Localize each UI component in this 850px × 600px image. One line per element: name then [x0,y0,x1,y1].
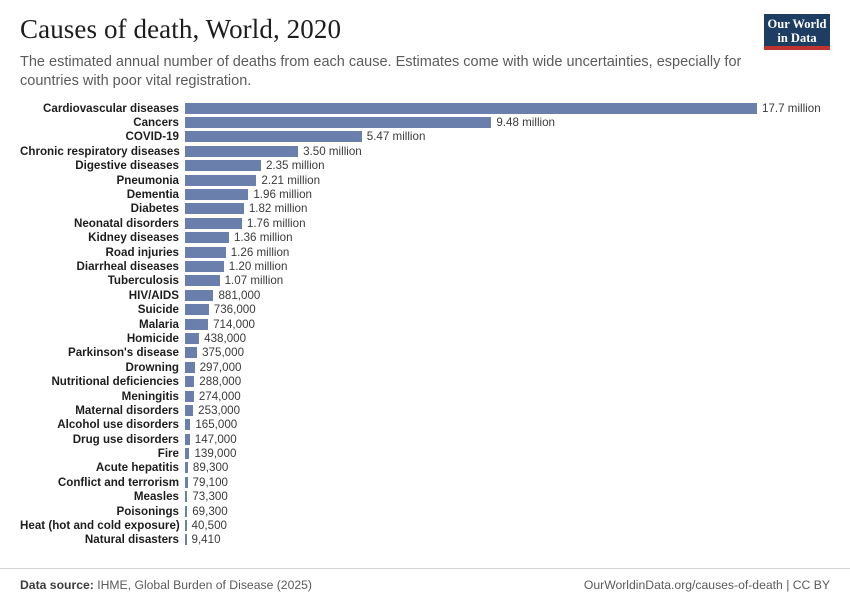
chart-row[interactable] [20,231,830,245]
bar-value-label: 881,000 [218,288,261,302]
bar-area [185,461,830,475]
bar-value-label: 79,100 [192,475,229,489]
bar-value-label: 165,000 [195,418,238,432]
bar-value-label: 5.47 million [366,130,426,144]
chart-row[interactable] [20,173,830,187]
bar [185,131,362,142]
bar [185,376,194,387]
bar-area [185,130,830,144]
logo-line-2: in Data [777,31,817,45]
bar-value-label: 9,410 [191,533,221,547]
bar-area [185,475,830,489]
bar-area [185,231,830,245]
bar [185,117,491,128]
bar-value-label: 1.82 million [248,202,308,216]
bar-area [185,432,830,446]
chart-row[interactable] [20,504,830,518]
chart-row[interactable] [20,101,830,115]
chart-row[interactable] [20,259,830,273]
bar-category-label: Acute hepatitis [95,461,179,475]
bar [185,203,244,214]
attribution: OurWorldinData.org/causes-of-death | CC BY [583,577,830,592]
bar [185,218,242,229]
bar-category-label: Malaria [139,317,179,331]
chart-row[interactable] [20,389,830,403]
bar-area [185,144,830,158]
data-source-label: Data source: [20,577,94,592]
bar-area [185,288,830,302]
bar-category-label: Diabetes [130,202,179,216]
bar [185,448,189,459]
bar [185,405,193,416]
chart-row[interactable] [20,202,830,216]
bar-area [185,187,830,201]
bar [185,247,226,258]
bar-category-label: Fire [157,447,179,461]
bar-category-label: Measles [133,490,179,504]
chart-row[interactable] [20,130,830,144]
bar-value-label: 274,000 [198,389,241,403]
chart-row[interactable] [20,418,830,432]
chart-row[interactable] [20,374,830,388]
bar [185,477,188,488]
bar [185,175,256,186]
bar-category-label: Drug use disorders [72,432,179,446]
page-title: Causes of death, World, 2020 [20,14,342,44]
bar-category-label: Conflict and terrorism [57,475,179,489]
bar-value-label: 1.20 million [228,259,288,273]
bar [185,304,209,315]
bar [185,462,188,473]
bar [185,333,199,344]
bar-category-label: Tuberculosis [107,274,179,288]
chart-row[interactable] [20,490,830,504]
bar-area [185,302,830,316]
bar-area [185,490,830,504]
bar-category-label: Kidney diseases [88,231,179,245]
data-source-text: IHME, Global Burden of Disease (2025) [97,577,312,592]
bar-value-label: 3.50 million [303,144,362,158]
bar-category-label: Poisonings [116,504,179,518]
chart-row[interactable] [20,302,830,316]
bar-value-label: 17.7 million [762,101,821,115]
bar-value-label: 40,500 [191,519,227,533]
bar-area [185,245,830,259]
bar-value-label: 438,000 [204,331,247,345]
bar-value-label: 69,300 [192,504,228,518]
bar-area [185,216,830,230]
bar-category-label: Pneumonia [116,173,179,187]
bar-value-label: 2.21 million [261,173,321,187]
bar-area [185,202,830,216]
bar-category-label: Chronic respiratory diseases [20,144,180,158]
bar-area [185,101,830,115]
bar-category-label: Nutritional deficiencies [51,375,179,389]
chart-row[interactable] [20,144,830,158]
bar-area [185,173,830,187]
bar-area [185,389,830,403]
bar-value-label: 73,300 [192,490,228,504]
chart-row[interactable] [20,346,830,360]
bar [185,347,197,358]
chart-row[interactable] [20,533,830,547]
bar-area [185,403,830,417]
bar-category-label: Cardiovascular diseases [43,101,179,115]
chart-row[interactable] [20,245,830,259]
bar-area [185,259,830,273]
bar-value-label: 375,000 [202,346,245,360]
bar-value-label: 9.48 million [496,116,556,130]
bar-category-label: COVID-19 [125,130,179,144]
bar-category-label: Drowning [125,360,179,374]
bar-area [185,418,830,432]
bar-value-label: 147,000 [194,432,237,446]
chart-row[interactable] [20,187,830,201]
bar-value-label: 253,000 [198,403,241,417]
bar [185,261,224,272]
bar-value-label: 297,000 [199,360,242,374]
bar [185,506,187,517]
bar [185,275,220,286]
chart-row[interactable] [20,274,830,288]
bar-area [185,518,830,532]
bar [185,290,213,301]
chart-row[interactable] [20,475,830,489]
bar-category-label: Natural disasters [84,533,179,547]
bar [185,419,190,430]
bar [185,520,187,531]
chart-row[interactable] [20,360,830,374]
bar [185,391,194,402]
bar [185,146,298,157]
page-subtitle: The estimated annual number of deaths from each cause. Estimates come with wide uncertainties, especially for countries with poor vital registration. [20,54,742,89]
bar [185,362,195,373]
bar-area [185,504,830,518]
bar-category-label: HIV/AIDS [128,288,179,302]
chart-row[interactable] [20,288,830,302]
chart-row[interactable] [20,216,830,230]
bar-category-label: Cancers [133,116,179,130]
chart-row[interactable] [20,403,830,417]
bar-category-label: Digestive diseases [75,159,179,173]
bar-category-label: Diarrheal diseases [76,259,179,273]
logo-line-1: Our World [767,17,827,31]
chart-row[interactable] [20,518,830,532]
bar-chart [20,101,830,547]
chart-row[interactable] [20,159,830,173]
chart-row[interactable] [20,331,830,345]
bar-category-label: Dementia [126,188,179,202]
bar-value-label: 736,000 [213,303,256,317]
bar-category-label: Meningitis [121,389,179,403]
bar [185,103,757,114]
data-source [20,578,312,592]
bar-category-label: Heat (hot and cold exposure) [20,519,180,533]
bar-value-label: 2.35 million [265,159,325,173]
bar-category-label: Suicide [137,303,179,317]
bar-category-label: Road injuries [105,245,179,259]
bar-area [185,159,830,173]
bar-area [185,331,830,345]
chart-row[interactable] [20,115,830,129]
bar-area [185,360,830,374]
bar-value-label: 288,000 [199,375,242,389]
bar-category-label: Maternal disorders [75,403,179,417]
bar-category-label: Neonatal disorders [73,216,179,230]
bar-value-label: 714,000 [213,317,255,331]
bar [185,491,187,502]
chart-footer [0,568,850,600]
bar-area [185,374,830,388]
bar [185,160,261,171]
chart-row[interactable] [20,446,830,460]
bar [185,534,187,545]
bar-category-label: Alcohol use disorders [57,418,179,432]
bar-area [185,533,830,547]
bar-value-label: 1.36 million [233,231,293,245]
bar-area [185,346,830,360]
bar-value-label: 89,300 [192,461,229,475]
owid-logo[interactable] [764,14,830,50]
bar-area [185,115,830,129]
bar-value-label: 139,000 [194,447,237,461]
chart-row[interactable] [20,317,830,331]
bar-area [185,446,830,460]
bar-value-label: 1.07 million [224,274,284,288]
bar-value-label: 1.96 million [253,188,312,202]
bar [185,232,229,243]
bar [185,319,208,330]
bar-category-label: Parkinson's disease [67,346,179,360]
bar-area [185,274,830,288]
bar-value-label: 1.76 million [246,216,306,230]
bar [185,189,248,200]
chart-row[interactable] [20,461,830,475]
bar-area [185,317,830,331]
bar-value-label: 1.26 million [230,245,290,259]
bar [185,434,190,445]
bar-category-label: Homicide [126,331,179,345]
chart-row[interactable] [20,432,830,446]
